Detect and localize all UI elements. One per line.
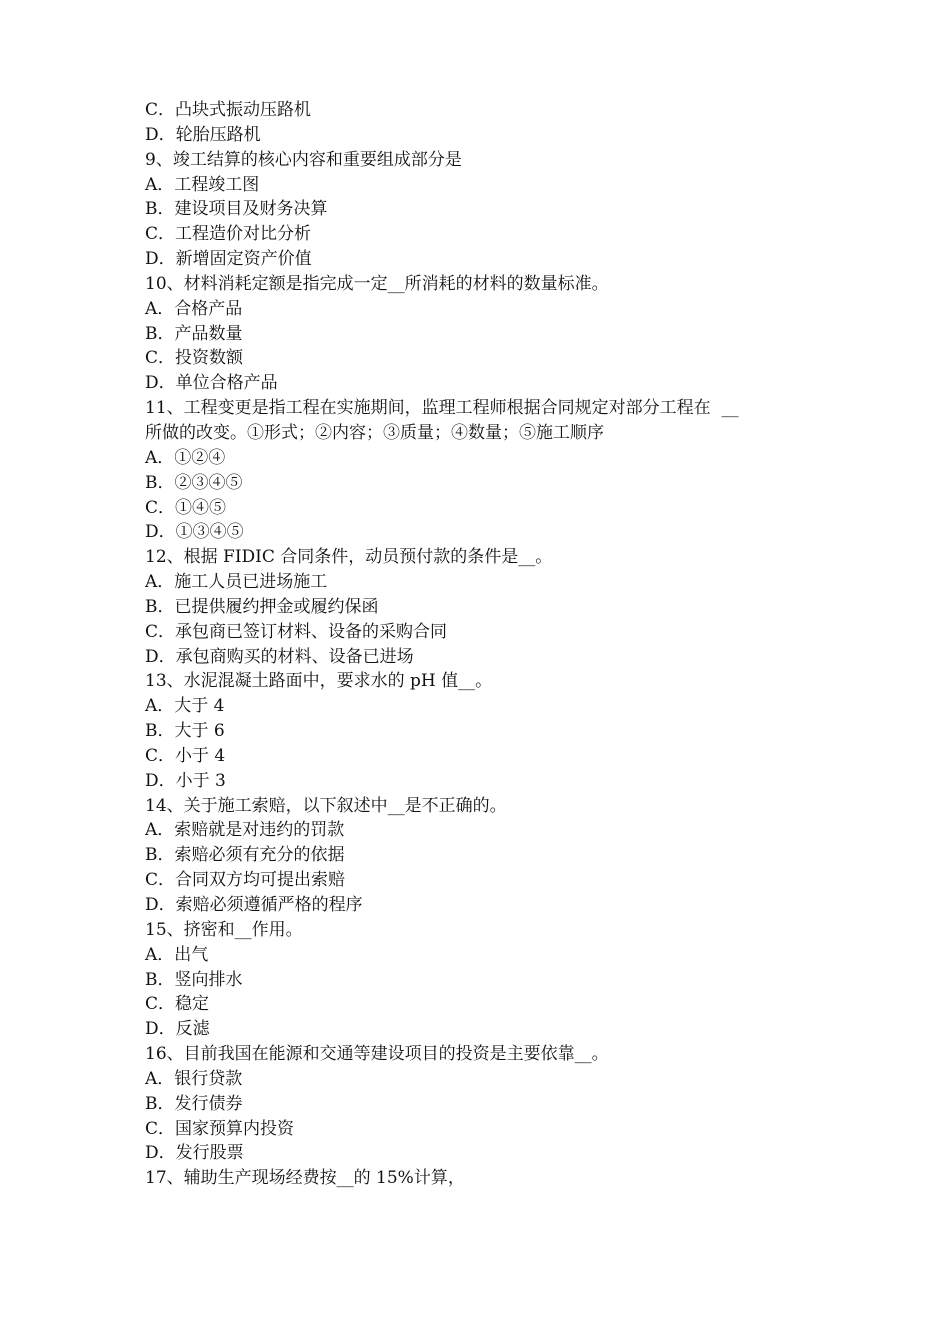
document-body (145, 98, 815, 1191)
option-line: D．小于 3 (145, 770, 226, 791)
option-line: B．大于 6 (145, 721, 225, 742)
option-line: B．建设项目及财务决算 (145, 199, 328, 220)
option-line: D．单位合格产品 (145, 373, 278, 394)
question-line: 15、挤密和__作用。 (145, 919, 303, 940)
option-line: A．索赔就是对违约的罚款 (145, 820, 345, 841)
option-line: A．工程竣工图 (145, 174, 260, 195)
option-line: A．大于 4 (145, 696, 225, 717)
option-line: D．承包商购买的材料、设备已进场 (145, 646, 414, 667)
option-line: D．发行股票 (145, 1143, 244, 1164)
option-line: D．索赔必须遵循严格的程序 (145, 895, 363, 915)
option-line: D．新增固定资产价值 (145, 249, 312, 270)
question-line: 11、工程变更是指工程在实施期间，监理工程师根据合同规定对部分工程在 __ (145, 398, 739, 419)
option-line: B．竖向排水 (145, 969, 243, 990)
option-line: C．①④⑤ (145, 497, 227, 518)
question-line: 9、竣工结算的核心内容和重要组成部分是 (145, 149, 462, 170)
option-line: C．小于 4 (145, 745, 226, 766)
option-line: B．已提供履约押金或履约保函 (145, 596, 379, 617)
option-line: C．工程造价对比分析 (145, 224, 312, 245)
question-line: 16、目前我国在能源和交通等建设项目的投资是主要依靠__。 (145, 1044, 609, 1065)
question-line: 17、辅助生产现场经费按__的 15%计算， (145, 1168, 465, 1189)
option-line: A．银行贷款 (145, 1068, 243, 1089)
option-line: C．稳定 (145, 994, 210, 1015)
question-line: 10、材料消耗定额是指完成一定__所消耗的材料的数量标准。 (145, 273, 609, 294)
option-line: D．反滤 (145, 1019, 210, 1040)
question-line-continued: 所做的改变。①形式；②内容；③质量；④数量；⑤施工顺序 (145, 422, 604, 443)
option-line: C．国家预算内投资 (145, 1118, 295, 1139)
option-line: A．①②④ (145, 447, 226, 468)
option-line: B．发行债券 (145, 1093, 243, 1114)
question-line: 13、水泥混凝土路面中，要求水的 pH 值__。 (145, 671, 493, 692)
option-line: D．①③④⑤ (145, 522, 244, 543)
option-line: B．索赔必须有充分的依据 (145, 845, 345, 866)
option-line: C．凸块式振动压路机 (145, 100, 312, 120)
option-line: B．②③④⑤ (145, 472, 243, 493)
option-line: C．合同双方均可提出索赔 (145, 870, 346, 891)
option-line: C．承包商已签订材料、设备的采购合同 (145, 621, 448, 642)
option-line: A．施工人员已进场施工 (145, 572, 328, 593)
option-line: A．合格产品 (145, 298, 243, 319)
option-line: B．产品数量 (145, 323, 243, 344)
option-line: D．轮胎压路机 (145, 124, 261, 145)
question-line: 14、关于施工索赔，以下叙述中__是不正确的。 (145, 795, 507, 816)
question-line: 12、根据 FIDIC 合同条件，动员预付款的条件是__。 (145, 547, 553, 568)
option-line: A．出气 (145, 944, 209, 965)
option-line: C．投资数额 (145, 348, 244, 369)
